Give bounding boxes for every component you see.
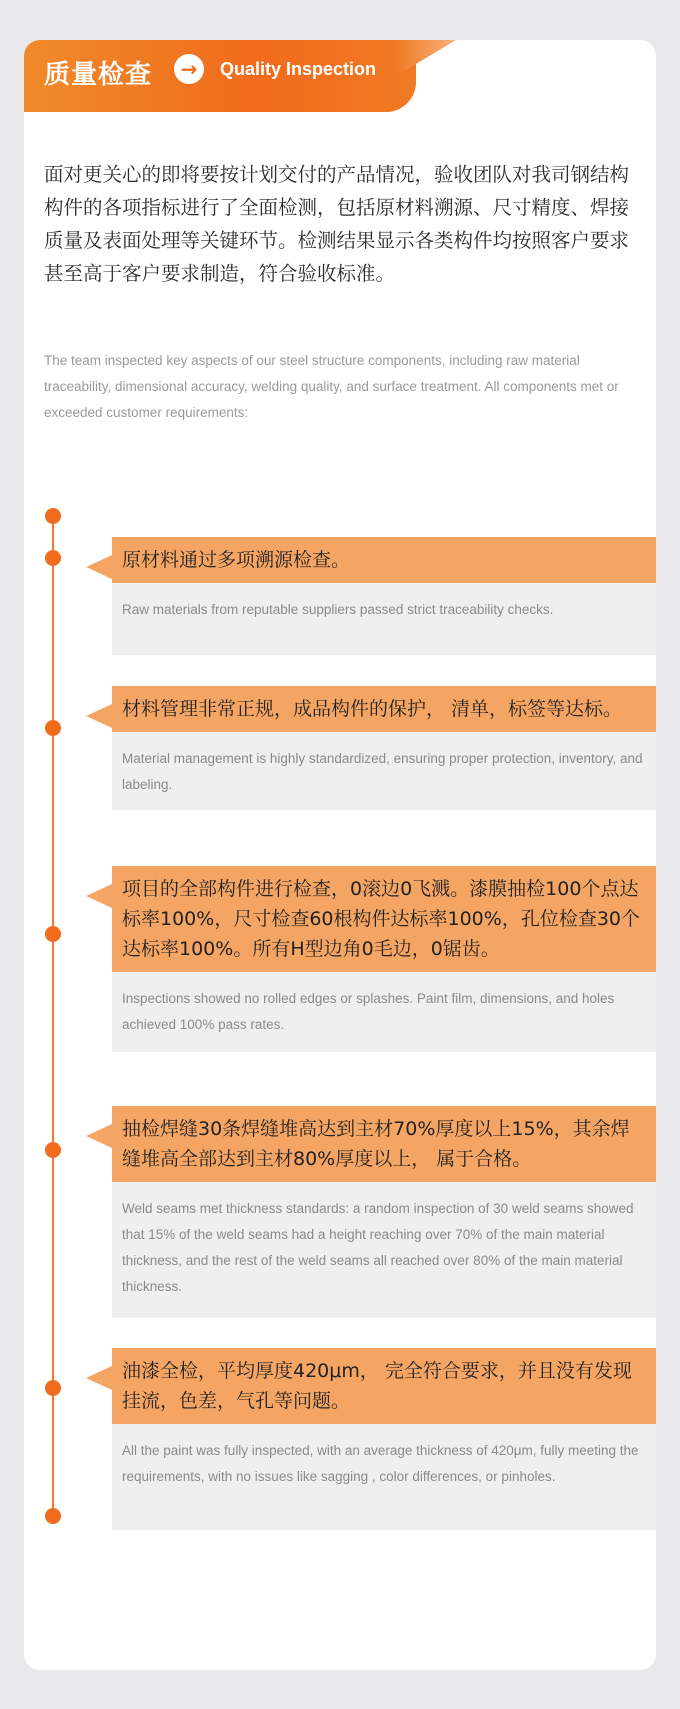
timeline-line — [52, 516, 54, 1516]
quality-inspection-card — [24, 40, 656, 1670]
section-header — [24, 40, 416, 112]
timeline-dot — [45, 1380, 61, 1396]
inspection-item — [112, 1348, 656, 1530]
item-description: Raw materials from reputable suppliers passed strict traceability checks. — [112, 583, 656, 655]
timeline-dot — [45, 1142, 61, 1158]
inspection-item — [112, 686, 656, 810]
section-title-en: Quality Inspection — [220, 59, 377, 79]
timeline-start-dot — [45, 508, 61, 524]
item-title: 油漆全检，平均厚度420μm， 完全符合要求，并且没有发现挂流，色差，气孔等问题。 — [112, 1348, 656, 1424]
item-description: Inspections showed no rolled edges or splashes. Paint film, dimensions, and holes achieved 100% pass rates. — [112, 972, 656, 1052]
timeline-dot — [45, 720, 61, 736]
item-title: 项目的全部构件进行检查，0滚边0飞溅。漆膜抽检100个点达标率100%，尺寸检查60根构件达标率100%，孔位检查30个达标率100%。所有H型边角0毛边，0锯齿。 — [112, 866, 656, 972]
inspection-item — [112, 1106, 656, 1318]
item-title: 抽检焊缝30条焊缝堆高达到主材70%厚度以上15%，其余焊缝堆高全部达到主材80%厚度以上， 属于合格。 — [112, 1106, 656, 1182]
intro-text-en: The team inspected key aspects of our steel structure components, including raw material traceability, dimensional accuracy, welding quality, and surface treatment. All components met or exceeded customer requirements: — [44, 353, 619, 420]
timeline-dot — [45, 550, 61, 566]
arrow-right-icon: → — [174, 54, 204, 84]
item-title: 原材料通过多项溯源检查。 — [112, 537, 656, 583]
inspection-item — [112, 866, 656, 1052]
item-description: Weld seams met thickness standards: a random inspection of 30 weld seams showed that 15% of the weld seams had a height reaching over 70% of the main material thickness, and the rest of the weld seams all reached over 80% of the main material thickness. — [112, 1182, 656, 1318]
timeline-end-dot — [45, 1508, 61, 1524]
timeline-dot — [45, 926, 61, 942]
section-title-cn: 质量检查 — [44, 60, 153, 90]
item-title: 材料管理非常正规，成品构件的保护， 清单，标签等达标。 — [112, 686, 656, 732]
inspection-item — [112, 537, 656, 655]
item-description: All the paint was fully inspected, with an average thickness of 420μm, fully meeting the requirements, with no issues like sagging , color differences, or pinholes. — [112, 1424, 656, 1530]
item-description: Material management is highly standardized, ensuring proper protection, inventory, and labeling. — [112, 732, 656, 810]
intro-text-cn: 面对更关心的即将要按计划交付的产品情况，验收团队对我司钢结构构件的各项指标进行了全面检测，包括原材料溯源、尺寸精度、焊接质量及表面处理等关键环节。检测结果显示各类构件均按照客户要求甚至高于客户要求制造，符合验收标准。 — [44, 163, 630, 285]
